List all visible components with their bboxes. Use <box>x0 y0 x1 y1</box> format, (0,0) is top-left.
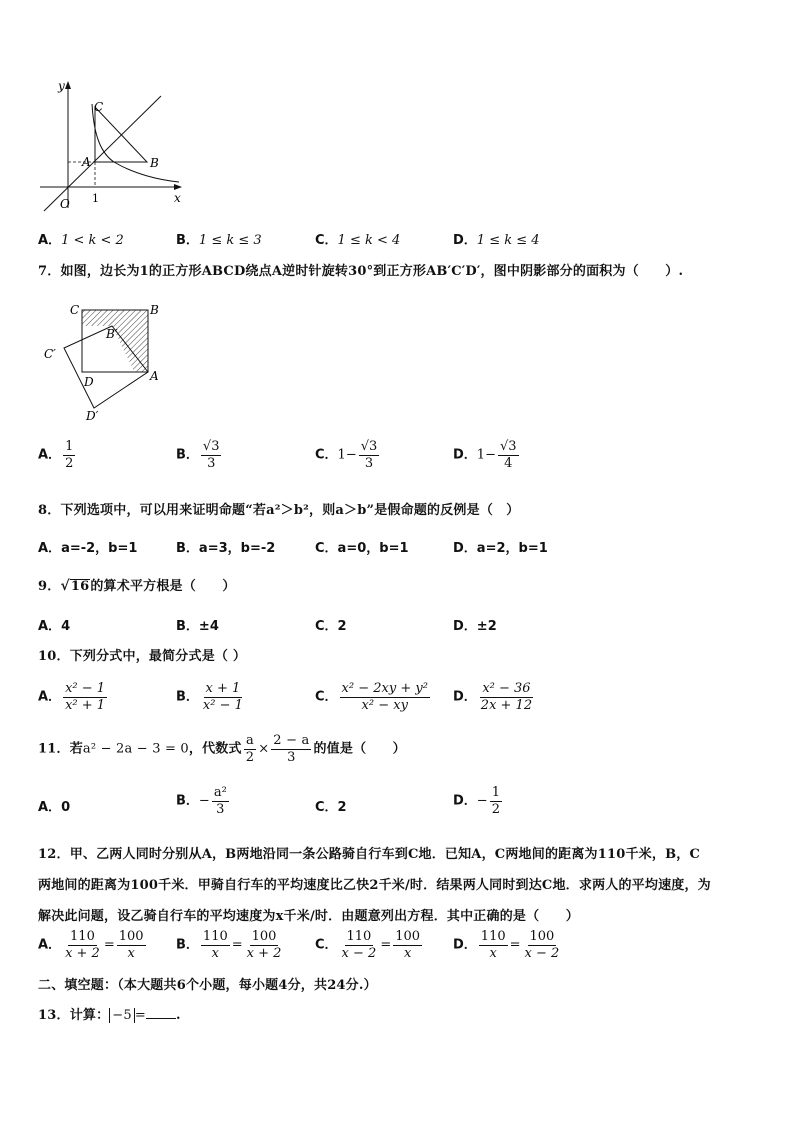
q6-option-b[interactable]: B．1 ≤ k ≤ 3 <box>176 233 262 248</box>
q11-stem: 11．若a² − 2a − 3 = 0，代数式 $\frac{a}{2}$ × $\frac{2 - a}{3}$ 的值是（ ） <box>38 733 406 765</box>
label-b: B <box>150 303 159 317</box>
q11-option-a[interactable]: A．0 <box>38 800 71 815</box>
q7-stem: 7．如图，边长为1的正方形ABCD绕点A逆时针旋转30°到正方形AB′C′D′，图中阴影部分的面积为（ ）. <box>38 264 684 279</box>
q8-option-c[interactable]: C．a=0，b=1 <box>315 541 409 556</box>
q12-option-a[interactable]: A． $\frac{110}{x + 2}$ = $\frac{100}{x}$ <box>38 929 144 961</box>
label-c: C <box>70 303 80 317</box>
q7-figure <box>40 298 170 426</box>
q7-option-d[interactable]: D．1− $\frac{√3}{4}$ <box>453 439 517 471</box>
label-b-prime: B′ <box>106 327 118 341</box>
q9-option-c[interactable]: C．2 <box>315 619 347 634</box>
q12-option-c[interactable]: C． $\frac{110}{x - 2}$ = $\frac{100}{x}$ <box>315 929 421 961</box>
point-b-label: B <box>150 156 159 170</box>
q8-stem: 8．下列选项中，可以用来证明命题“若a²＞b²，则a＞b”是假命题的反例是（ ） <box>38 503 520 518</box>
q12-line-1: 12．甲、乙两人同时分别从A，B两地沿同一条公路骑自行车到C地．已知A，C两地间的距离为110千米，B，C <box>38 847 701 862</box>
label-d-prime: D′ <box>86 409 99 423</box>
label-a: A <box>150 369 159 383</box>
q7-option-c[interactable]: C．1− $\frac{√3}{3}$ <box>315 439 378 471</box>
answer-blank[interactable] <box>146 1018 176 1019</box>
absolute-value: −5 <box>109 1008 135 1023</box>
sqrt-16: √ 16 <box>60 578 90 594</box>
axis-x-label: x <box>174 191 181 205</box>
q11-option-b[interactable]: B．− $\frac{\text{a²}}{3}$ <box>176 785 227 817</box>
q7-option-a[interactable]: A． $\frac{1}{2}$ <box>38 439 74 471</box>
q10-option-c[interactable]: C． $\frac{\text{x² − 2xy + y²}}{\text{x² − xy}}$ <box>315 681 428 713</box>
q6-figure <box>34 76 194 216</box>
origin-label: O <box>60 197 70 211</box>
axis-y-label: y <box>58 79 65 93</box>
q9-option-d[interactable]: D．±2 <box>453 619 497 634</box>
q7-option-b[interactable]: B． $\frac{√3}{3}$ <box>176 439 220 471</box>
q11-option-c[interactable]: C．2 <box>315 800 347 815</box>
label-c-prime: C′ <box>44 347 56 361</box>
q6-option-d[interactable]: D．1 ≤ k ≤ 4 <box>453 233 540 248</box>
q12-option-d[interactable]: D． $\frac{110}{x}$ = $\frac{100}{x - 2}$ <box>453 929 560 961</box>
shaded-region <box>82 310 148 372</box>
q10-stem: 10．下列分式中，最简分式是（ ） <box>38 649 247 664</box>
section-2-title: 二、填空题：（本大题共6个小题，每小题4分，共24分.） <box>38 978 377 993</box>
q9-stem: 9． √ 16 的算术平方根是（ ） <box>38 578 236 594</box>
q12-line-3: 解决此问题，设乙骑自行车的平均速度为x千米/时．由题意列出方程．其中正确的是（ ） <box>38 909 579 924</box>
q9-option-a[interactable]: A．4 <box>38 619 71 634</box>
q8-option-d[interactable]: D．a=2，b=1 <box>453 541 548 556</box>
q12-option-b[interactable]: B． $\frac{110}{x}$ = $\frac{100}{x + 2}$ <box>176 929 282 961</box>
q8-option-b[interactable]: B．a=3，b=-2 <box>176 541 276 556</box>
point-a-label: A <box>82 155 91 169</box>
tick-one-label: 1 <box>92 192 99 205</box>
q10-option-b[interactable]: B． $\frac{x + 1}{\text{x² − 1}}$ <box>176 681 243 713</box>
hyperbola-curve <box>92 104 179 182</box>
q6-option-a[interactable]: A．1 < k < 2 <box>38 233 124 248</box>
label-d: D <box>84 375 94 389</box>
q13-stem: 13．计算： −5 = . <box>38 1008 181 1023</box>
q12-line-2: 两地间的距离为100千米．甲骑自行车的平均速度比乙快2千米/时．结果两人同时到达C地．求两人的平均速度，为 <box>38 878 711 893</box>
q6-option-c[interactable]: C．1 ≤ k < 4 <box>315 233 401 248</box>
q10-option-a[interactable]: A． $\frac{\text{x² − 1}}{\text{x² + 1}}$ <box>38 681 106 713</box>
q8-option-a[interactable]: A．a=-2，b=1 <box>38 541 138 556</box>
q10-option-d[interactable]: D． $\frac{\text{x² − 36}}{2x + 12}$ <box>453 681 533 713</box>
q9-option-b[interactable]: B．±4 <box>176 619 219 634</box>
point-c-label: C <box>94 100 104 114</box>
q11-option-d[interactable]: D．− $\frac{1}{2}$ <box>453 785 500 817</box>
